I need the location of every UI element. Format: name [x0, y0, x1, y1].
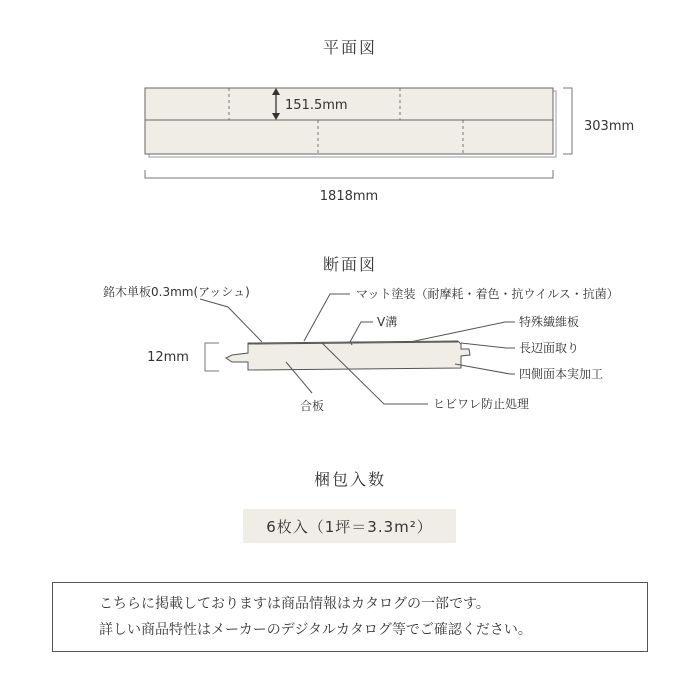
callout-line-joint [455, 364, 515, 374]
plan-board-lower [145, 120, 553, 154]
callout-joint-label: 四側面本実加工 [519, 367, 604, 381]
plan-height-label: 303mm [584, 119, 635, 134]
section-thickness-dimension [147, 343, 219, 371]
callout-veneer-label: 銘木単板0.3mm(アッシュ) [103, 285, 250, 299]
callout-line-coating [304, 294, 350, 341]
section-board-profile [226, 341, 470, 370]
plan-height-dimension [563, 88, 634, 154]
callout-plywood-label: 合板 [300, 399, 325, 413]
section-title: 断面図 [322, 255, 378, 274]
plan-title: 平面図 [322, 38, 378, 57]
callout-line-fiber [410, 322, 515, 342]
callout-vgroove-label: V溝 [377, 315, 398, 329]
section-view-board [226, 341, 470, 370]
callout-edge-label: 長辺面取り [519, 341, 580, 355]
callout-line-vgroove [350, 322, 373, 342]
plan-view-board [145, 88, 556, 157]
catalog-note-line-1: こちらに掲載しておりますは商品情報はカタログの一部です。 [99, 596, 490, 612]
plan-board-upper [145, 88, 553, 120]
catalog-note-line-2: 詳しい商品特性はメーカーのデジタルカタログ等でご確認ください。 [99, 622, 532, 638]
package-content-box [243, 509, 456, 543]
callout-coating-label: マット塗装（耐摩耗・着色・抗ウイルス・抗菌） [356, 287, 619, 301]
package-title: 梱包入数 [313, 470, 387, 489]
section-thickness-label: 12mm [147, 350, 189, 365]
callout-line-veneer [200, 299, 262, 342]
package-content-text: 6枚入（1坪＝3.3m²） [266, 517, 433, 536]
plan-length-label: 1818mm [319, 189, 379, 204]
catalog-note-box [52, 582, 648, 652]
callout-line-edge [461, 343, 515, 348]
plan-width-label: 151.5mm [285, 98, 348, 113]
callout-fiber-label: 特殊繊維板 [519, 315, 580, 329]
callout-crack-label: ヒビワレ防止処理 [433, 397, 530, 411]
plan-length-dimension [145, 170, 553, 204]
